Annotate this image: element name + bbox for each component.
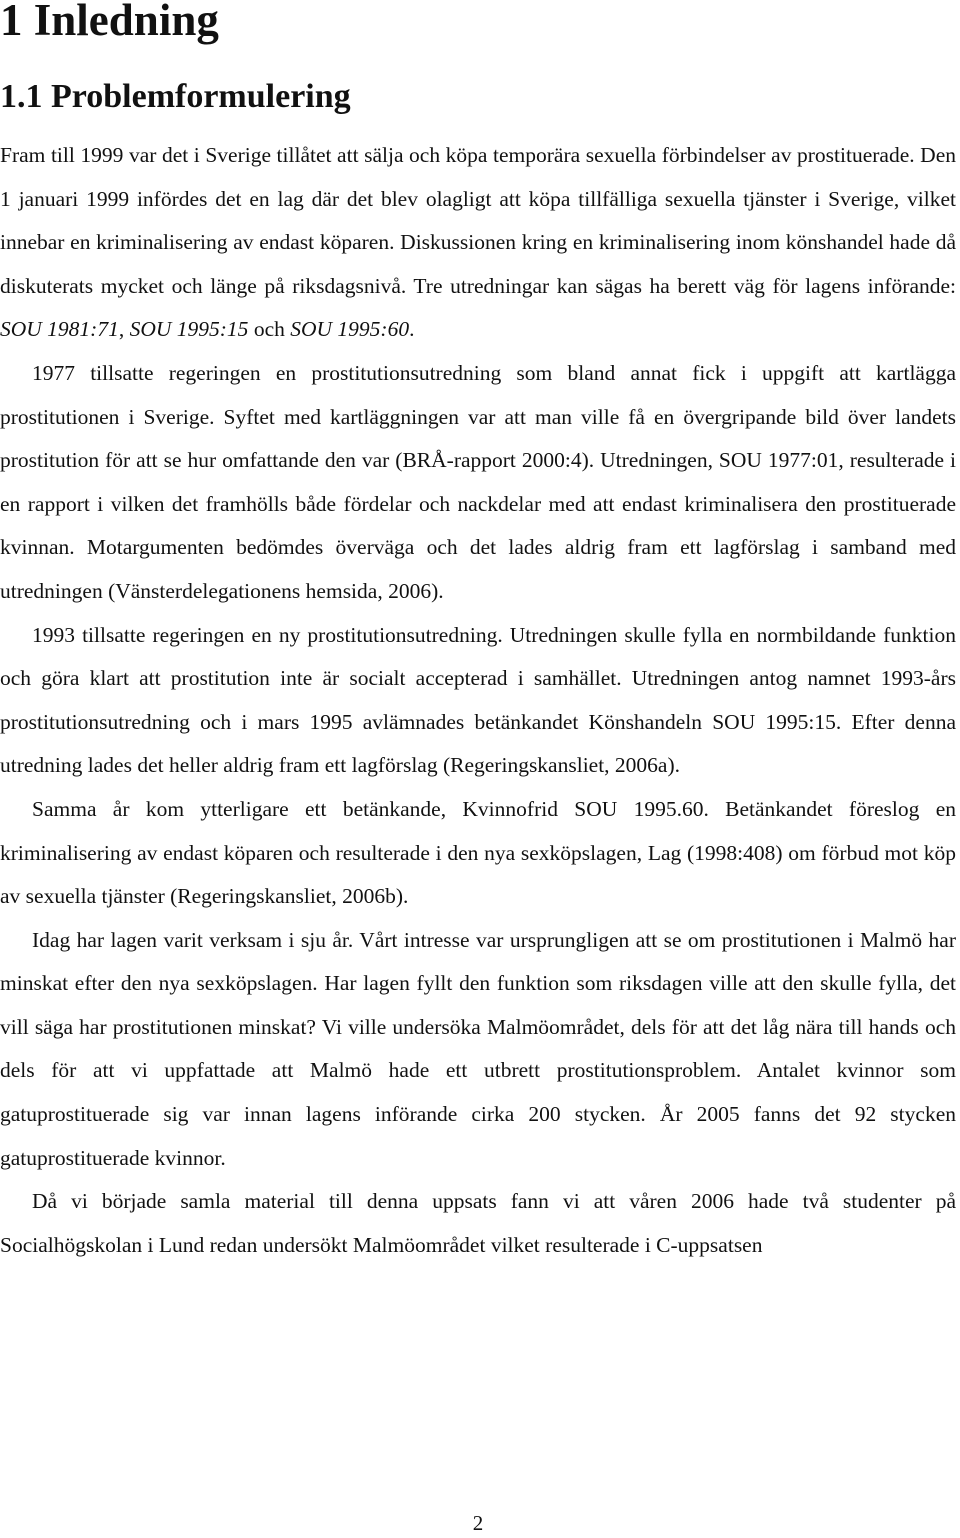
paragraph-6: Då vi började samla material till denna uppsats fann vi att våren 2006 hade två studenter på Socialhögskolan i Lund redan undersökt Malmöområdet vilket resulterade i C-uppsatsen: [0, 1189, 956, 1257]
section-heading: 1.1 Problemformulering: [0, 78, 351, 115]
paragraph-1-conjunction: och: [248, 317, 291, 342]
body-text: [0, 134, 956, 1267]
paragraph-4: Samma år kom ytterligare ett betänkande, Kvinnofrid SOU 1995.60. Betänkandet föreslog en kriminalisering av endast köparen och resulterade i den nya sexköpslagen, Lag (1998:408) om förbud mot köp av sexuella tjänster (Regeringskansliet, 2006b).: [0, 796, 956, 909]
paragraph-1-text: Fram till 1999 var det i Sverige tillåtet att sälja och köpa temporära sexuella förbindelser av prostituerade. Den 1 januari 1999 infördes det en lag där det blev olagligt att köpa tillfälliga sexuella tjänster i Sverige, vilket innebar en kriminalisering av endast köparen. Diskussionen kring en kriminalisering inom könshandel hade då diskuterats mycket och länge på riksdagsnivå. Tre utredningar kan sägas ha berett väg för lagens införande:: [0, 143, 956, 298]
paragraph-3: 1993 tillsatte regeringen en ny prostitutionsutredning. Utredningen skulle fylla en normbildande funktion och göra klart att prostitution inte är socialt accepterad i samhället. Utredningen antog namnet 1993-års prostitutionsutredning och i mars 1995 avlämnades betänkandet Könshandeln SOU 1995:15. Efter denna utredning lades det heller aldrig fram ett lagförslag (Regeringskansliet, 2006a).: [0, 622, 956, 778]
reference-sou-1981-71: SOU 1981:71: [0, 317, 119, 342]
paragraph-1-end: .: [409, 317, 415, 342]
reference-sou-1995-15: SOU 1995:15: [129, 317, 249, 342]
page-number: 2: [472, 1511, 484, 1535]
chapter-heading: 1 Inledning: [0, 0, 219, 45]
reference-sou-1995-60: SOU 1995:60: [290, 317, 410, 342]
paragraph-1: [0, 134, 956, 352]
paragraph-2: 1977 tillsatte regeringen en prostitutionsutredning som bland annat fick i uppgift att kartlägga prostitutionen i Sverige. Syftet med kartläggningen var att man ville få en övergripande bild över landets prostitution för att se hur omfattande den var (BRÅ-rapport 2000:4). Utredningen, SOU 1977:01, resulterade i en rapport i vilken det framhölls både fördelar och nackdelar med att endast kriminalisera den prostituerade kvinnan. Motargumenten bedömdes överväga och det lades aldrig fram ett lagförslag i samband med utredningen (Vänsterdelegationens hemsida, 2006).: [0, 360, 956, 603]
paragraph-5: Idag har lagen varit verksam i sju år. Vårt intresse var ursprungligen att se om prostitutionen i Malmö har minskat efter den nya sexköpslagen. Har lagen fyllt den funktion som riksdagen ville att den skulle fylla, det vill säga har prostitutionen minskat? Vi ville undersöka Malmöområdet, dels för att det låg nära till hands och dels för att vi uppfattade att Malmö hade ett utbrett prostitutionsproblem. Antalet kvinnor som gatuprostituerade sig var innan lagens införande cirka 200 stycken. År 2005 fanns det 92 stycken gatuprostituerade kvinnor.: [0, 927, 956, 1170]
paragraph-1-separator: ,: [118, 317, 130, 342]
